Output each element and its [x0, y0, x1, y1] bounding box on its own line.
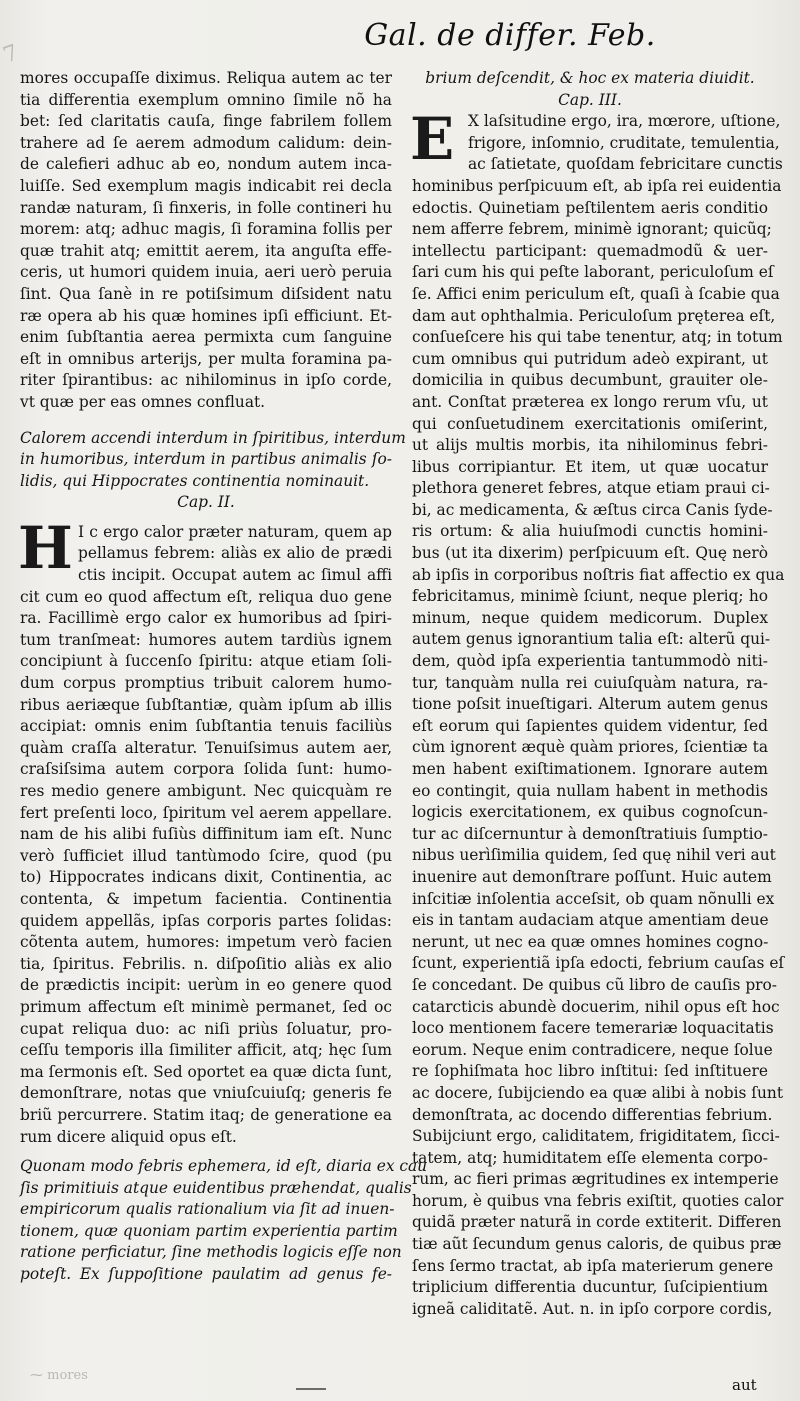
text-line: catarcticis abundè docuerim, nihil opus eſt hoc — [412, 997, 780, 1016]
text-line: trahere ad ſe aerem admodum calidum: dein- — [20, 133, 392, 152]
text-line: tia, ſpiritus. Febrilis. n. diſpoſitio aliàs ex alio — [20, 954, 392, 973]
text-line: bi, ac medicamenta, & æſtus circa Canis ſyde- — [412, 500, 773, 519]
text-line: horum, è quibus vna febris exiſtit, quoties calor — [412, 1191, 784, 1210]
text-line: febricitamus, minimè ſciunt, neque pleriq; ho — [412, 587, 768, 606]
text-line: tione poſsit inueſtigari. Alterum autem genus — [412, 695, 768, 714]
text-line: eorum. Neque enim contradicere, neque ſolue — [412, 1040, 773, 1059]
text-line: qui conſuetudinem exercitationis omiſerint, — [412, 414, 768, 433]
text-line: tia differentia exemplum omnino ſimile nõ ha — [20, 90, 392, 109]
text-line: cõtenta autem, humores: impetum verò facien — [20, 933, 392, 952]
text-line: bet: ſed claritatis cauſa, finge fabrilem follem — [20, 112, 392, 131]
text-line: rum dicere aliquid opus eſt. — [20, 1127, 237, 1146]
text-line: fert preſenti loco, ſpiritum vel aerem appellare. — [20, 803, 392, 822]
text-line: frigore, inſomnio, cruditate, temulentia, — [468, 133, 780, 152]
text-line: igneã caliditatẽ. Aut. n. in ipſo corpore cordis, — [412, 1299, 773, 1318]
text-line: I c ergo calor præter naturam, quem ap — [78, 522, 392, 541]
text-line: men habent exiſtimationem. Ignorare autem — [412, 760, 768, 778]
text-line: ratione perficiatur, ſine methodis logicis eſſe non — [20, 1243, 402, 1262]
dropcap-h: H — [18, 513, 73, 582]
text-line: ma ſermonis eſt. Sed oportet ea quæ dicta ſunt, — [20, 1062, 393, 1081]
text-line: nerunt, ut nec ea quæ omnes homines cogno- — [412, 932, 769, 951]
text-line: tionem, quæ quoniam partim experientia partim — [20, 1221, 398, 1240]
text-line: minum, neque quidem medicorum. Duplex — [412, 608, 768, 627]
text-line: ac docere, ſubijciendo ea quæ alibi à nobis ſunt — [412, 1083, 784, 1102]
dropcap-e: E — [410, 105, 455, 174]
text-line: rum, ac fieri primas ægritudines ex intemperie — [412, 1170, 779, 1189]
text-line: X laſsitudine ergo, ira, mœrore, uſtione, — [468, 112, 781, 131]
text-line: cupat reliqua duo: ac niſi priùs ſoluatur, pro- — [20, 1019, 392, 1038]
text-line: quæ trahit atq; emittit aerem, ita anguſta effe- — [20, 241, 392, 260]
text-line: logicis exercitationem, ex quibus cognoſcun- — [412, 803, 768, 822]
text-line: verò ſufficiet illud tantùmodo ſcire, quod (pu — [20, 846, 392, 865]
text-line: eo contingit, quia nullam habent in methodis — [412, 781, 768, 800]
text-line: bus (ut ita dixerim) perſpicuum eſt. Quę nerò — [412, 544, 768, 563]
text-line: inuenire aut demonſtrare poſſunt. Huic autem — [412, 867, 772, 886]
text-line: tatem, atq; humiditatem eſſe elementa corpo- — [412, 1148, 768, 1167]
chapter-3-heading-continued: brium deſcendit, & hoc ex materia diuidit. — [425, 69, 755, 87]
text-line: tur, tanquàm nulla rei cuiuſquàm natura, ra- — [412, 673, 768, 692]
chapter-3-body — [410, 105, 785, 1320]
chapter-3-heading — [20, 1156, 428, 1286]
text-line: triplicium differentia ducuntur, ſuſcipientium — [412, 1278, 768, 1297]
text-line: luiſſe. Sed exemplum magis indicabit rei decla — [20, 176, 392, 195]
page-mark — [296, 1388, 326, 1390]
text-line: res medio genere ambigunt. Nec quicquàm re — [20, 782, 392, 800]
text-line: de prædictis incipit: uerùm in eo genere quod — [20, 976, 392, 995]
margin-bleed-mark: 7 — [0, 40, 22, 69]
text-line: ſari cum his qui peſte laborant, periculoſum eſ — [412, 263, 774, 282]
text-line: dum corpus promptius tribuit calorem humo- — [20, 674, 392, 693]
text-line: intellectu participant: quemadmodũ & uer- — [412, 241, 768, 260]
chapter-3-number: Cap. III. — [558, 90, 622, 109]
text-line: Calorem accendi interdum in ſpiritibus, interdum — [20, 428, 406, 447]
text-line: ſe concedant. De quibus cũ libro de cauſis pro- — [412, 975, 777, 994]
text-line: quidã præter naturã in corde extiterit. Differen — [412, 1213, 782, 1232]
text-line: tum tranſmeat: humores autem tardiùs ignem — [20, 630, 392, 649]
text-line: primum affectum eſt minimè permanet, ſed oc — [20, 997, 392, 1016]
text-line: libus corripiantur. Et item, ut quæ uocatur — [412, 457, 768, 476]
text-line: eſt eorum qui ſapientes quidem videntur, ſed — [412, 716, 768, 735]
text-line: conſueſcere his qui tabe tenentur, atq; in totum — [412, 328, 783, 347]
text-line: ctis incipit. Occupat autem ac ſimul affi — [78, 566, 392, 585]
text-line: re ſophiſmata hoc libro inſtitui: ſed inſtituere — [412, 1062, 768, 1081]
text-line: in humoribus, interdum in partibus animalis ſo- — [20, 450, 392, 469]
text-line: nem afferre febrem, minimè ignorant; quicũq; — [412, 220, 772, 239]
right-column — [410, 68, 785, 1320]
text-line: dam aut ophthalmia. Periculoſum pręterea eſt, — [412, 306, 776, 325]
text-line: enim ſubſtantia aerea permixta cum ſanguine — [20, 328, 392, 347]
text-line: ra. Facillimè ergo calor ex humoribus ad ſpiri- — [20, 609, 392, 628]
text-line: to) Hippocrates indicans dixit, Continentia, ac — [20, 868, 392, 887]
text-line: dem, quòd ipſa experientia tantummodò niti- — [412, 652, 768, 671]
text-line: ceſſu temporis illa ſimiliter afficit, atq; hęc ſum — [20, 1041, 392, 1060]
text-line: cùm ignorent æquè quàm priores, ſcientiæ ta — [412, 738, 768, 757]
text-line: ribus aeriæque ſubſtantiæ, quàm ipſum ab illis — [20, 695, 392, 714]
text-line: riter ſpirantibus: ac nihilominus in ipſo corde, — [20, 371, 392, 390]
text-line: ſe. Affici enim periculum eſt, quaſi à ſcabie qua — [412, 284, 780, 303]
text-line: ant. Conſtat præterea ex longo rerum vſu, ut — [412, 392, 768, 411]
text-line: briũ percurrere. Statim itaq; de generatione ea — [20, 1105, 392, 1124]
text-line: Quonam modo febris ephemera, id eſt, diaria ex cau — [20, 1157, 428, 1176]
text-line: ac ſatietate, quoſdam febricitare cunctis — [468, 155, 783, 174]
text-line: autem genus ignorantium talia eſt: alterũ qui- — [412, 630, 771, 649]
bleed-through-text: ⁓ mores — [30, 1368, 88, 1383]
text-line: ræ opera ab his quæ homines ipſi efficiunt. Et- — [20, 306, 392, 325]
text-line: ſens ſermo tractat, ab ipſa materierum genere — [412, 1256, 774, 1275]
text-line: morem: atq; adhuc magis, ſi foramina follis per — [20, 220, 392, 239]
chapter-2-body — [18, 513, 393, 1148]
text-line: nibus uerìſimilia quidem, ſed quę nihil veri aut — [412, 846, 776, 865]
text-line: ut alijs multis morbis, ita nihilominus febri- — [412, 436, 768, 455]
text-line: cum omnibus qui putridum adeò expirant, ut — [412, 349, 768, 368]
text-line: poteſt. Ex ſuppoſitione paulatim ad genus fe- — [20, 1265, 392, 1284]
text-line: accipiat: omnis enim ſubſtantia tenuis faciliùs — [20, 717, 392, 736]
text-line: cit cum eo quod affectum eſt, reliqua duo gene — [20, 587, 392, 606]
left-top-paragraph — [20, 68, 392, 414]
text-line: pellamus febrem: aliàs ex alio de prædi — [78, 544, 392, 563]
text-line: ceris, ut humori quidem inuia, aeri uerò peruia — [20, 263, 392, 282]
text-line: tiæ aũt ſecundum genus caloris, de quibus præ — [412, 1235, 782, 1254]
text-line: craſsiſsima autem corpora ſolida ſunt: humo- — [20, 760, 392, 779]
text-line: ſcunt, experientiã ipſa edocti, febrium cauſas eſ — [412, 954, 785, 973]
text-line: ab ipſis in corporibus noſtris fiat affectio ex qua — [412, 565, 785, 584]
chapter-2-heading — [20, 428, 406, 493]
text-line: nam de his alibi fuſiùs diffinitum iam eſt. Nunc — [20, 825, 392, 844]
text-line: quidem appellãs, ipſas corporis partes ſolidas: — [20, 911, 392, 930]
text-line: domicilia in quibus decumbunt, grauiter ole- — [412, 371, 768, 390]
text-line: plethora generet febres, atque etiam praui ci- — [412, 479, 770, 498]
text-line: eis in tantam audaciam atque amentiam deue — [412, 911, 769, 930]
text-line: ſis primitiuis atque euidentibus præhendat, qualis — [20, 1178, 412, 1197]
text-line: mores occupaſſe diximus. Reliqua autem ac ter — [20, 69, 392, 87]
text-line: eſt in omnibus arterijs, per multa foramina pa- — [20, 349, 392, 368]
text-line: demonſtrata, ac docendo differentias febrium. — [412, 1105, 773, 1124]
text-line: Subijciunt ergo, caliditatem, frigiditatem, ſicci- — [412, 1127, 780, 1146]
text-line: empiricorum qualis rationalium via ſit ad inuen- — [20, 1200, 395, 1219]
text-line: vt quæ per eas omnes confluat. — [20, 392, 266, 411]
text-line: concipiunt à ſuccenſo ſpiritu: atque etiam ſoli- — [20, 652, 392, 671]
chapter-2-number: Cap. II. — [177, 493, 235, 512]
text-line: demonſtrare, notas que vniuſcuiuſq; generis fe — [20, 1084, 392, 1103]
text-line: ris ortum: & alia huiuſmodi cunctis homini- — [412, 522, 768, 541]
text-line: de calefieri adhuc ab eo, nondum autem inca- — [20, 155, 392, 174]
running-head: Gal. de differ. Feb. — [364, 18, 656, 53]
text-line: tur ac diſcernuntur à demonſtratiuis ſumptio- — [412, 824, 768, 843]
text-line: hominibus perſpicuum eſt, ab ipſa rei euidentia — [412, 176, 782, 195]
text-line: loco mentionem facere temerariæ loquacitatis — [412, 1019, 774, 1038]
text-line: inſcitiæ inſolentia acceſsit, ob quam nõnulli ex — [412, 889, 775, 908]
text-line: contenta, & impetum facientia. Continentia — [20, 889, 392, 908]
text-line: edoctis. Quinetiam peſtilentem aeris conditio — [412, 198, 768, 217]
text-line: randæ naturam, ſi finxeris, in folle contineri hu — [20, 198, 392, 217]
text-line: ſint. Qua ſanè in re potiſsimum diſsident natu — [20, 284, 392, 303]
catchword: aut — [732, 1376, 757, 1394]
left-column — [18, 68, 428, 1286]
text-line: lidis, qui Hippocrates continentia nominauit. — [20, 471, 370, 490]
text-line: quàm craſſa alteratur. Tenuiſsimus autem aer, — [20, 738, 392, 757]
